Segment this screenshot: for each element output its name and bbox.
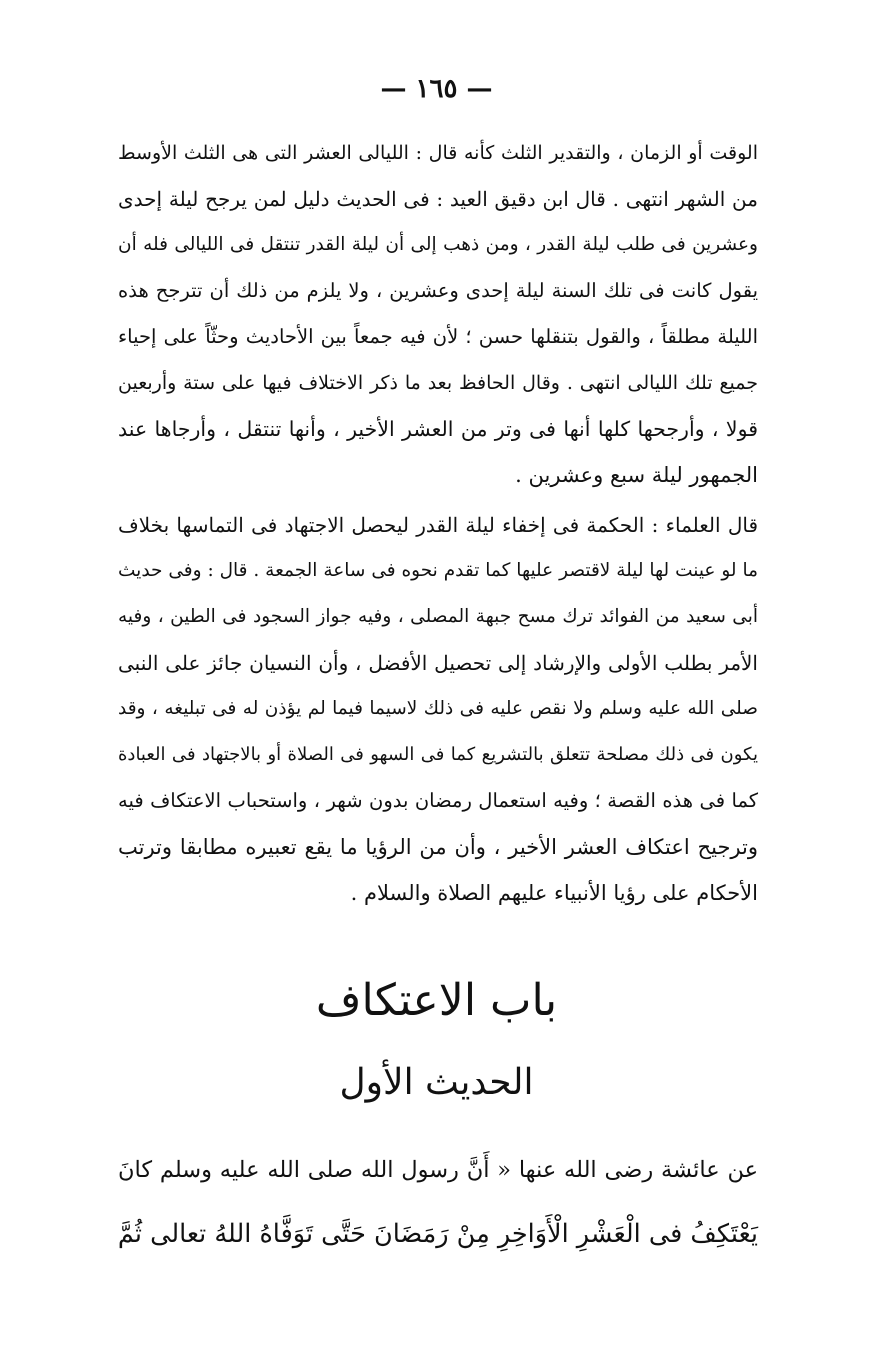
text-line: الجمهور ليلة سبع وعشرين . [515,463,758,487]
commentary-paragraph-1 [118,130,758,498]
text-line: قولا ، وأرجحها كلها أنها فى وتر من العشر الأخير ، وأنها تنتقل ، وأرجاها عند [118,417,758,441]
text-line: الوقت أو الزمان ، والتقدير الثلث كأنه قال : الليالى العشر التى هى الثلث الأوسط [118,142,758,164]
text-line: يقول كانت فى تلك السنة ليلة إحدى وعشرين ، ولا يلزم من ذلك أن تترجح هذه [118,279,758,302]
text-line: وعشرين فى طلب ليلة القدر ، ومن ذهب إلى أن ليلة القدر تنتقل فى الليالى فله أن [118,234,758,255]
text-line: الأمر بطلب الأولى والإرشاد إلى تحصيل الأفضل ، وأن النسيان جائز على النبى [118,651,758,675]
text-line: كما فى هذه القصة ؛ وفيه استعمال رمضان بدون شهر ، واستحباب الاعتكاف فيه [118,789,758,812]
chapter-title: باب الاعتكاف [315,975,558,1026]
text-line: الأحكام على رؤيا الأنبياء عليهم الصلاة والسلام . [350,881,758,905]
text-line: ما لو عينت لها ليلة لاقتصر عليها كما تقدم نحوه فى ساعة الجمعة . قال : وفى حديث [118,560,758,581]
text-line: الليلة مطلقاً ، والقول بتنقلها حسن ؛ لأن فيه جمعاً بين الأحاديث وحثّاً على إحياء [118,325,758,348]
text-line: يكون فى ذلك مصلحة تتعلق بالتشريع كما فى السهو فى الصلاة أو بالاجتهاد فى العبادة [118,744,758,765]
text-line: وترجيح اعتكاف العشر الأخير ، وأن من الرؤيا ما يقع تعبيره مطابقا وترتب [118,835,758,859]
hadith-text [118,1138,758,1266]
text-line: أبى سعيد من الفوائد ترك مسح جبهة المصلى ، وفيه جواز السجود فى الطين ، وفيه [118,606,758,627]
commentary-paragraph-2 [118,502,758,916]
text-line: صلى الله عليه وسلم ولا نقص عليه فى ذلك لاسيما فيما لم يؤذن له فى تبليغه ، وقد [118,698,758,719]
hadith-title: الحديث الأول [339,1062,534,1103]
text-line: جميع تلك الليالى انتهى . وقال الحافظ بعد ما ذكر الاختلاف فيها على ستة وأربعين [118,372,758,394]
page-number: — ١٦٥ — [380,74,493,104]
hadith-line: يَعْتَكِفُ فى الْعَشْرِ الْأَوَاخِرِ مِنْ رَمَضَانَ حَتَّى تَوَفَّاهُ اللهُ تعالى ثُمَّ [117,1219,758,1249]
hadith-line: عن عائشة رضى الله عنها « أَنَّ رسول الله صلى الله عليه وسلم كانَ [118,1157,758,1183]
text-line: من الشهر انتهى . قال ابن دقيق العيد : فى الحديث دليل لمن يرجح ليلة إحدى [118,187,758,211]
text-line: قال العلماء : الحكمة فى إخفاء ليلة القدر ليحصل الاجتهاد فى التماسها بخلاف [118,513,758,537]
